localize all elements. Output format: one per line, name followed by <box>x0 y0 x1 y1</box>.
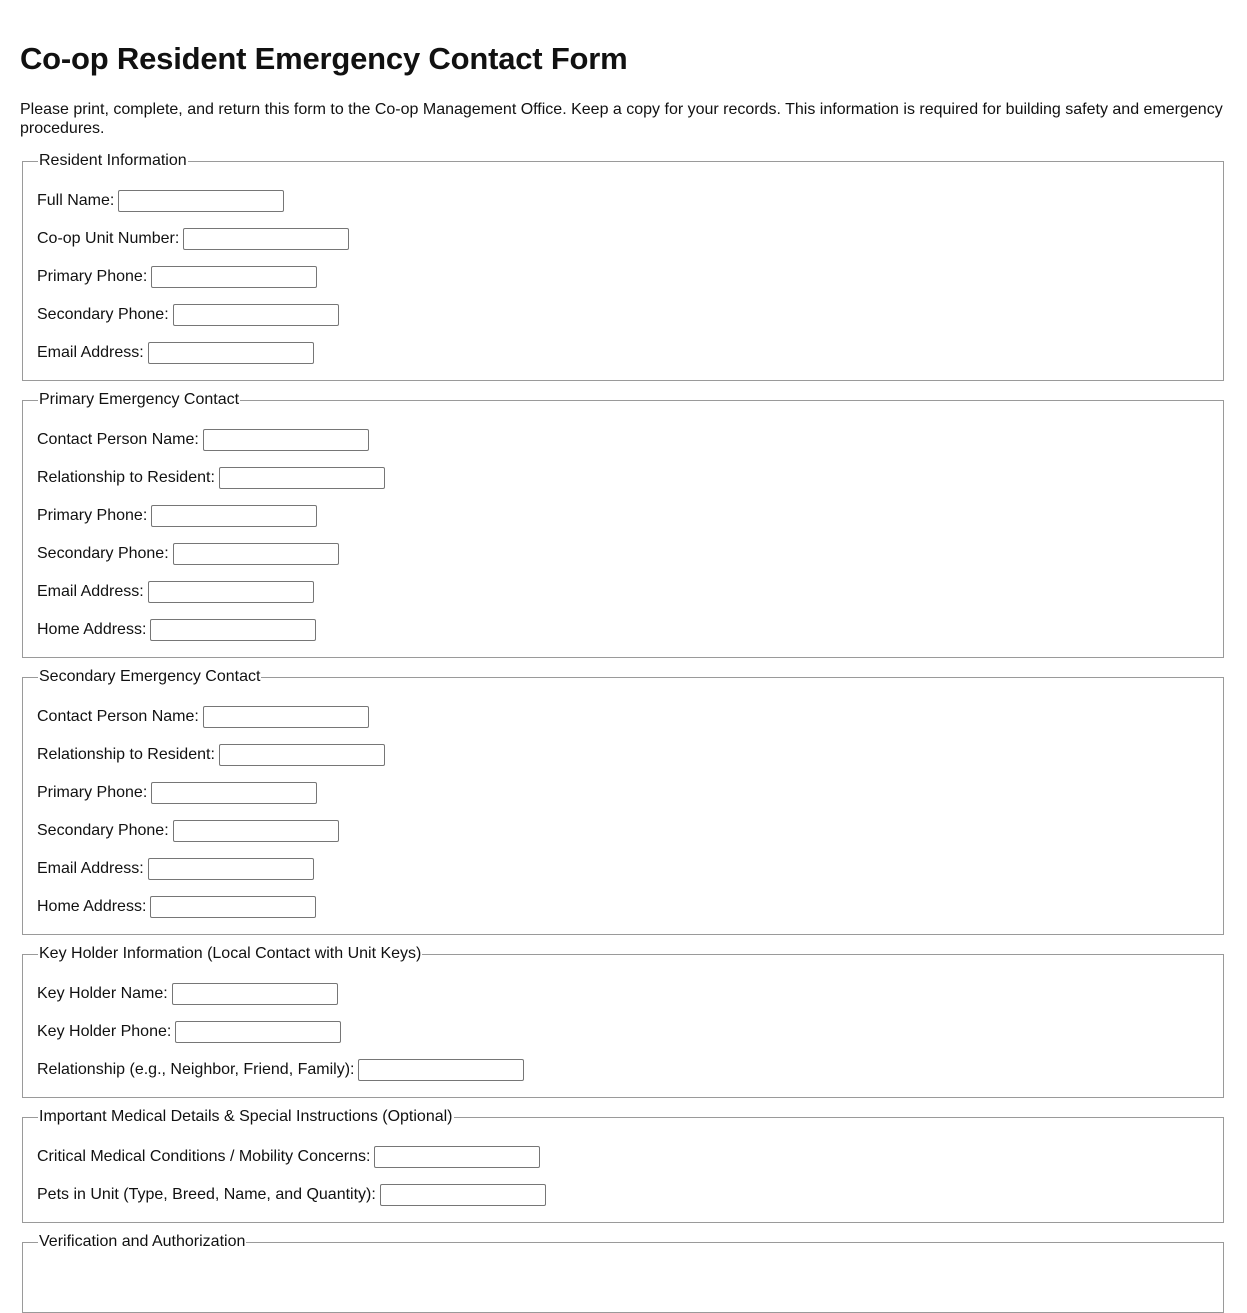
section-key-holder-information <box>22 945 1224 1098</box>
field-label: Secondary Phone: <box>37 822 169 840</box>
field-label: Secondary Phone: <box>37 545 169 563</box>
key-holder-phone-input[interactable] <box>175 1021 341 1043</box>
primary-contact-home-address-input[interactable] <box>150 619 316 641</box>
field-label: Critical Medical Conditions / Mobility Concerns: <box>37 1148 371 1166</box>
section-legend: Important Medical Details & Special Instructions (Optional) <box>39 1108 453 1126</box>
field-label: Relationship (e.g., Neighbor, Friend, Family): <box>37 1061 355 1079</box>
field-row-secondary-phone <box>37 543 1209 565</box>
field-label: Co-op Unit Number: <box>37 230 180 248</box>
field-row-relationship <box>37 467 1209 489</box>
key-holder-name-input[interactable] <box>172 983 338 1005</box>
resident-email-input[interactable] <box>148 342 314 364</box>
field-label: Email Address: <box>37 860 144 878</box>
field-row-contact-name <box>37 429 1209 451</box>
field-row-key-holder-relationship <box>37 1059 1209 1081</box>
primary-contact-secondary-phone-input[interactable] <box>173 543 339 565</box>
resident-primary-phone-input[interactable] <box>151 266 317 288</box>
form-intro: Please print, complete, and return this form to the Co-op Management Office. Keep a copy for your records. This information is required for building safety and emergency procedures. <box>20 101 1223 138</box>
field-row-secondary-phone <box>37 304 1209 326</box>
section-medical-details <box>22 1108 1224 1223</box>
field-label: Full Name: <box>37 192 115 210</box>
field-label: Home Address: <box>37 898 147 916</box>
field-row-unit-number <box>37 228 1209 250</box>
secondary-contact-home-address-input[interactable] <box>150 896 316 918</box>
medical-conditions-input[interactable] <box>374 1146 540 1168</box>
secondary-contact-relationship-input[interactable] <box>219 744 385 766</box>
field-label: Secondary Phone: <box>37 306 169 324</box>
field-row-primary-phone <box>37 505 1209 527</box>
field-label: Primary Phone: <box>37 784 148 802</box>
section-legend: Key Holder Information (Local Contact with Unit Keys) <box>39 945 422 963</box>
field-row-pets <box>37 1184 1209 1206</box>
form-title: Co-op Resident Emergency Contact Form <box>20 41 628 76</box>
field-label: Relationship to Resident: <box>37 746 215 764</box>
field-row-primary-phone <box>37 782 1209 804</box>
field-label: Key Holder Name: <box>37 985 168 1003</box>
field-row-email <box>37 342 1209 364</box>
field-label: Pets in Unit (Type, Breed, Name, and Quantity): <box>37 1186 376 1204</box>
field-label: Key Holder Phone: <box>37 1023 172 1041</box>
field-label: Email Address: <box>37 583 144 601</box>
field-row-medical-conditions <box>37 1146 1209 1168</box>
field-row-contact-name <box>37 706 1209 728</box>
section-legend: Secondary Emergency Contact <box>39 668 261 686</box>
secondary-contact-secondary-phone-input[interactable] <box>173 820 339 842</box>
field-row-key-holder-phone <box>37 1021 1209 1043</box>
field-row-email <box>37 858 1209 880</box>
field-row-home-address <box>37 896 1209 918</box>
resident-unit-number-input[interactable] <box>183 228 349 250</box>
section-verification-authorization <box>22 1233 1224 1313</box>
field-row-relationship <box>37 744 1209 766</box>
field-label: Contact Person Name: <box>37 431 199 449</box>
field-label: Relationship to Resident: <box>37 469 215 487</box>
field-row-home-address <box>37 619 1209 641</box>
section-resident-information <box>22 152 1224 381</box>
field-row-email <box>37 581 1209 603</box>
primary-contact-primary-phone-input[interactable] <box>151 505 317 527</box>
field-label: Email Address: <box>37 344 144 362</box>
key-holder-relationship-input[interactable] <box>358 1059 524 1081</box>
section-legend: Resident Information <box>39 152 187 170</box>
primary-contact-name-input[interactable] <box>203 429 369 451</box>
secondary-contact-email-input[interactable] <box>148 858 314 880</box>
section-primary-emergency-contact <box>22 391 1224 658</box>
section-legend: Primary Emergency Contact <box>39 391 240 409</box>
pets-in-unit-input[interactable] <box>380 1184 546 1206</box>
field-label: Primary Phone: <box>37 268 148 286</box>
secondary-contact-primary-phone-input[interactable] <box>151 782 317 804</box>
resident-secondary-phone-input[interactable] <box>173 304 339 326</box>
field-label: Primary Phone: <box>37 507 148 525</box>
section-secondary-emergency-contact <box>22 668 1224 935</box>
field-row-primary-phone <box>37 266 1209 288</box>
field-label: Contact Person Name: <box>37 708 199 726</box>
primary-contact-relationship-input[interactable] <box>219 467 385 489</box>
field-row-full-name <box>37 190 1209 212</box>
resident-full-name-input[interactable] <box>118 190 284 212</box>
primary-contact-email-input[interactable] <box>148 581 314 603</box>
field-row-secondary-phone <box>37 820 1209 842</box>
field-label: Home Address: <box>37 621 147 639</box>
secondary-contact-name-input[interactable] <box>203 706 369 728</box>
field-row-key-holder-name <box>37 983 1209 1005</box>
section-legend: Verification and Authorization <box>39 1233 246 1251</box>
